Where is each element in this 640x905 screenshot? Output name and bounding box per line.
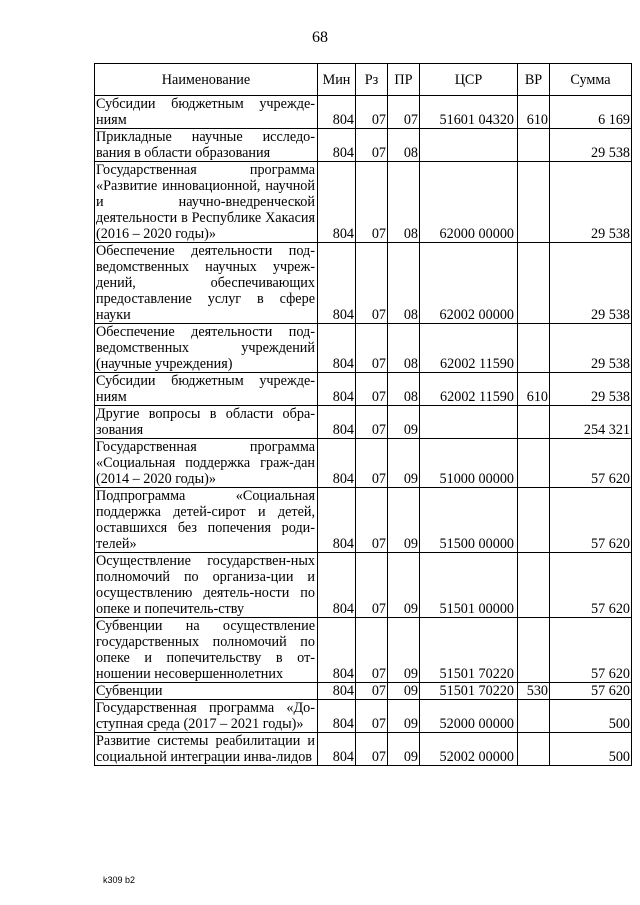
cell-csr: [420, 406, 518, 439]
cell-vr: [518, 700, 550, 733]
page-number: 68: [312, 29, 328, 46]
cell-min: 804: [318, 129, 356, 162]
cell-name: Подпрограмма «Социальная поддержка детей-сирот и детей, оставшихся без попечения роди-телей»: [95, 488, 318, 553]
cell-vr: [518, 406, 550, 439]
cell-vr: [518, 618, 550, 683]
cell-csr: 52002 00000: [420, 733, 518, 766]
cell-name: Прикладные научные исследо-вания в области образования: [95, 129, 318, 162]
header-csr: ЦСР: [420, 64, 518, 96]
cell-name: Государственная программа «До-ступная среда (2017 – 2021 годы)»: [95, 700, 318, 733]
budget-table: [94, 63, 632, 766]
cell-min: 804: [318, 373, 356, 406]
table-header-row: [95, 64, 632, 96]
cell-name: Субвенции: [95, 683, 318, 700]
table-row: [95, 488, 632, 553]
header-min: Мин: [318, 64, 356, 96]
cell-csr: 62002 11590: [420, 324, 518, 373]
cell-sum: 500: [550, 733, 632, 766]
cell-sum: 57 620: [550, 683, 632, 700]
table-row: [95, 324, 632, 373]
cell-name: Другие вопросы в области обра-зования: [95, 406, 318, 439]
table-row: [95, 406, 632, 439]
cell-name: Обеспечение деятельности под-ведомственных научных учреж-дений, обеспечивающих предоставление услуг в сфере науки: [95, 243, 318, 324]
cell-min: 804: [318, 618, 356, 683]
cell-csr: 62000 00000: [420, 162, 518, 243]
cell-sum: 29 538: [550, 243, 632, 324]
cell-vr: 610: [518, 96, 550, 129]
table-row: [95, 733, 632, 766]
cell-vr: [518, 129, 550, 162]
cell-rz: 07: [356, 439, 388, 488]
cell-min: 804: [318, 553, 356, 618]
cell-pr: 08: [388, 324, 420, 373]
cell-sum: 57 620: [550, 553, 632, 618]
cell-name: Обеспечение деятельности под-ведомственных учреждений (научные учреждения): [95, 324, 318, 373]
cell-pr: 07: [388, 96, 420, 129]
cell-rz: 07: [356, 373, 388, 406]
cell-csr: 62002 11590: [420, 373, 518, 406]
cell-min: 804: [318, 406, 356, 439]
cell-rz: 07: [356, 406, 388, 439]
cell-name: Государственная программа «Развитие инновационной, научной и научно-внедренческой деятельности в Республике Хакасия (2016 – 2020 годы)»: [95, 162, 318, 243]
cell-pr: 09: [388, 406, 420, 439]
cell-vr: [518, 243, 550, 324]
cell-csr: 51601 04320: [420, 96, 518, 129]
cell-pr: 09: [388, 488, 420, 553]
table-row: [95, 553, 632, 618]
cell-csr: 62002 00000: [420, 243, 518, 324]
cell-vr: [518, 553, 550, 618]
table-row: [95, 373, 632, 406]
table-row: [95, 129, 632, 162]
cell-min: 804: [318, 733, 356, 766]
cell-name: Государственная программа «Социальная поддержка граж-дан (2014 – 2020 годы)»: [95, 439, 318, 488]
cell-vr: 610: [518, 373, 550, 406]
cell-sum: 29 538: [550, 129, 632, 162]
cell-vr: [518, 488, 550, 553]
cell-rz: 07: [356, 618, 388, 683]
header-rz: Рз: [356, 64, 388, 96]
table-row: [95, 243, 632, 324]
cell-rz: 07: [356, 683, 388, 700]
cell-rz: 07: [356, 129, 388, 162]
cell-name: Развитие системы реабилитации и социальной интеграции инва-лидов: [95, 733, 318, 766]
cell-min: 804: [318, 96, 356, 129]
cell-rz: 07: [356, 96, 388, 129]
cell-min: 804: [318, 439, 356, 488]
table-row: [95, 439, 632, 488]
cell-csr: 51501 70220: [420, 618, 518, 683]
cell-rz: 07: [356, 243, 388, 324]
cell-pr: 08: [388, 162, 420, 243]
cell-pr: 09: [388, 683, 420, 700]
cell-csr: 51000 00000: [420, 439, 518, 488]
cell-name: Субсидии бюджетным учрежде-ниям: [95, 96, 318, 129]
table-row: [95, 162, 632, 243]
table-row: [95, 618, 632, 683]
cell-sum: 29 538: [550, 373, 632, 406]
cell-pr: 09: [388, 553, 420, 618]
cell-csr: 51501 00000: [420, 553, 518, 618]
cell-min: 804: [318, 683, 356, 700]
cell-name: Субсидии бюджетным учрежде-ниям: [95, 373, 318, 406]
cell-min: 804: [318, 243, 356, 324]
cell-sum: 6 169: [550, 96, 632, 129]
cell-rz: 07: [356, 553, 388, 618]
cell-pr: 09: [388, 733, 420, 766]
cell-name: Осуществление государствен-ных полномочий по организа-ции и осуществлению деятель-ности по опеке и попечитель-ству: [95, 553, 318, 618]
cell-pr: 08: [388, 373, 420, 406]
cell-vr: [518, 439, 550, 488]
cell-csr: [420, 129, 518, 162]
table-row: [95, 96, 632, 129]
cell-pr: 09: [388, 700, 420, 733]
footer-code: k309 b2: [103, 875, 136, 885]
cell-sum: 57 620: [550, 488, 632, 553]
cell-csr: 52000 00000: [420, 700, 518, 733]
cell-sum: 254 321: [550, 406, 632, 439]
cell-pr: 09: [388, 618, 420, 683]
cell-pr: 08: [388, 243, 420, 324]
table-row: [95, 683, 632, 700]
cell-rz: 07: [356, 700, 388, 733]
header-sum: Сумма: [550, 64, 632, 96]
cell-vr: [518, 162, 550, 243]
cell-name: Субвенции на осуществление государственных полномочий по опеке и попечительству в от-ношении несовершеннолетних: [95, 618, 318, 683]
header-pr: ПР: [388, 64, 420, 96]
cell-sum: 57 620: [550, 618, 632, 683]
cell-sum: 29 538: [550, 324, 632, 373]
cell-sum: 500: [550, 700, 632, 733]
cell-vr: [518, 324, 550, 373]
cell-min: 804: [318, 162, 356, 243]
cell-min: 804: [318, 324, 356, 373]
cell-pr: 09: [388, 439, 420, 488]
cell-sum: 57 620: [550, 439, 632, 488]
cell-pr: 08: [388, 129, 420, 162]
cell-rz: 07: [356, 488, 388, 553]
cell-vr: [518, 733, 550, 766]
cell-csr: 51500 00000: [420, 488, 518, 553]
cell-min: 804: [318, 488, 356, 553]
cell-rz: 07: [356, 162, 388, 243]
cell-rz: 07: [356, 733, 388, 766]
table-row: [95, 700, 632, 733]
header-name: Наименование: [95, 64, 318, 96]
cell-min: 804: [318, 700, 356, 733]
cell-vr: 530: [518, 683, 550, 700]
cell-sum: 29 538: [550, 162, 632, 243]
cell-rz: 07: [356, 324, 388, 373]
header-vr: ВР: [518, 64, 550, 96]
cell-csr: 51501 70220: [420, 683, 518, 700]
